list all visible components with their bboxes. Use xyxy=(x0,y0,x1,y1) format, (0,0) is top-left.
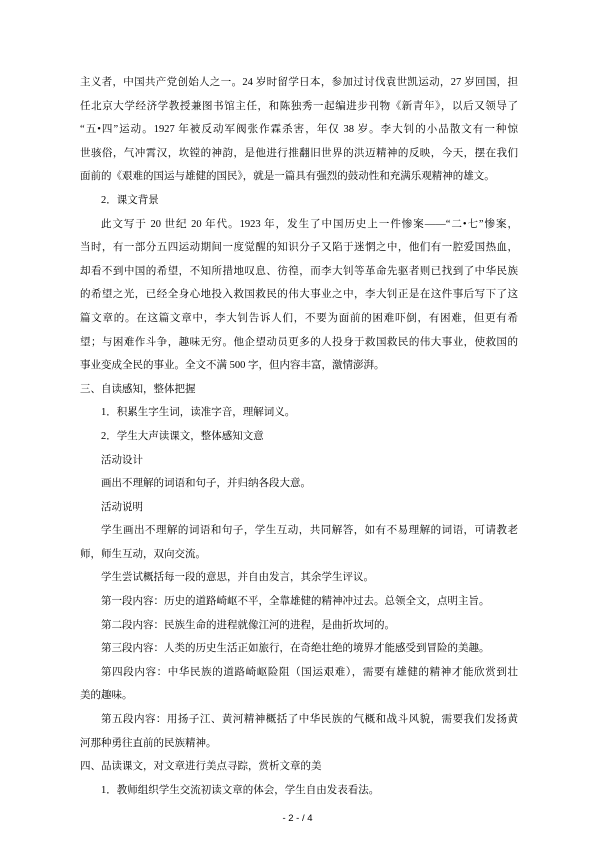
paragraph-line: 当时，有一部分五四运动期间一度觉醒的知识分子又陷于迷惘之中，他们有一腔爱国热血， xyxy=(80,242,518,254)
background-paragraph xyxy=(80,213,518,378)
section3-heading: 三、自读感知，整体把握 xyxy=(80,383,196,395)
summary-paragraph-1: 第一段内容：历史的道路崎岖不平，全靠雄健的精神冲过去。总领全文，点明主旨。 xyxy=(101,596,490,608)
paragraph-line: 事业变成全民的事业。全文不满 500 字，但内容丰富，激情澎湃。 xyxy=(80,360,385,372)
summary-paragraph-5-cont: 河那种勇往直前的民族精神。 xyxy=(80,737,217,749)
page-number: - 2 - / 4 xyxy=(282,813,313,824)
summary-intro: 学生尝试概括每一段的意思，并自由发言，其余学生评议。 xyxy=(101,572,374,584)
paragraph-line: 的希望之光，已经全身心地投入救国救民的伟大事业之中，李大钊正是在这件事后写下了这 xyxy=(80,289,518,301)
document-body xyxy=(80,71,518,802)
activity-design-label: 活动设计 xyxy=(101,454,143,466)
activity-notes-paragraph xyxy=(80,519,518,566)
paragraph-line: 却看不到中国的希望，不知所措地叹息、彷徨，而李大钊等革命先驱者则已找到了中华民族 xyxy=(80,265,518,277)
paragraph-line: 世骇俗，气冲霄汉，坎镗的神韵，是他进行推翻旧世界的洪迈精神的反映，今天，摆在我们 xyxy=(80,147,518,159)
summary-paragraph-4-cont: 美的趣味。 xyxy=(80,690,133,702)
paragraph-line: 面前的《艰难的国运与雄健的国民》，就是一篇具有强烈的鼓动性和充满乐观精神的雄文。 xyxy=(80,171,495,183)
summary-paragraph-3: 第三段内容：人类的历史生活正如旅行，在奇绝壮绝的境界才能感受到冒险的美趣。 xyxy=(101,643,490,655)
summary-paragraph-4: 第四段内容：中华民族的道路崎岖险阻（国运艰难），需要有雄健的精神才能欣赏到壮 xyxy=(101,666,518,678)
activity-notes-label: 活动说明 xyxy=(101,501,143,513)
paragraph-summaries xyxy=(80,590,518,755)
background-heading: 2．课文背景 xyxy=(101,194,159,206)
paragraph-line: “五•四”运动。1927 年被反动军阀张作霖杀害，年仅 38 岁。李大钊的小品散文有一种惊 xyxy=(80,124,518,136)
paragraph-line: 此文写于 20 世纪 20 年代。1923 年，发生了中国历史上一件惨案——“二•七”惨案， xyxy=(101,218,518,230)
author-bio-paragraph xyxy=(80,71,518,189)
section3-step2: 2．学生大声读课文，整体感知文意 xyxy=(101,430,264,442)
section4-heading: 四、品读课文，对文章进行美点寻踪，赏析文章的美 xyxy=(80,761,322,773)
paragraph-line: 师，师生互动，双向交流。 xyxy=(80,548,206,560)
section4-step1: 1．教师组织学生交流初读文章的体会，学生自由发表看法。 xyxy=(101,784,380,796)
section3-step1: 1．积累生字生词，读准字音，理解词义。 xyxy=(101,407,296,419)
paragraph-line: 篇文章的。在这篇文章中，李大钊告诉人们，不要为面前的困难吓倒，有困难，但更有希 xyxy=(80,312,518,324)
summary-paragraph-5: 第五段内容：用扬子江、黄河精神概括了中华民族的气概和战斗风貌，需要我们发扬黄 xyxy=(101,714,518,726)
summary-paragraph-2: 第二段内容：民族生命的进程就像江河的进程，是曲折坎坷的。 xyxy=(101,619,395,631)
paragraph-line: 望；与困难作斗争，趣味无穷。他企望动员更多的人投身于救国救民的伟大事业，使救国的 xyxy=(80,336,518,348)
paragraph-line: 学生画出不理解的词语和句子，学生互动，共同解答，如有不易理解的词语，可请教老 xyxy=(101,525,518,537)
activity-design-text: 画出不理解的词语和句子，并归纳各段大意。 xyxy=(101,478,311,490)
paragraph-line: 任北京大学经济学教授兼图书馆主任，和陈独秀一起编进步刊物《新青年》，以后又领导了 xyxy=(80,100,518,112)
paragraph-line: 主义者，中国共产党创始人之一。24 岁时留学日本，参加过讨伐袁世凯运动，27 岁回国，担 xyxy=(80,77,518,88)
